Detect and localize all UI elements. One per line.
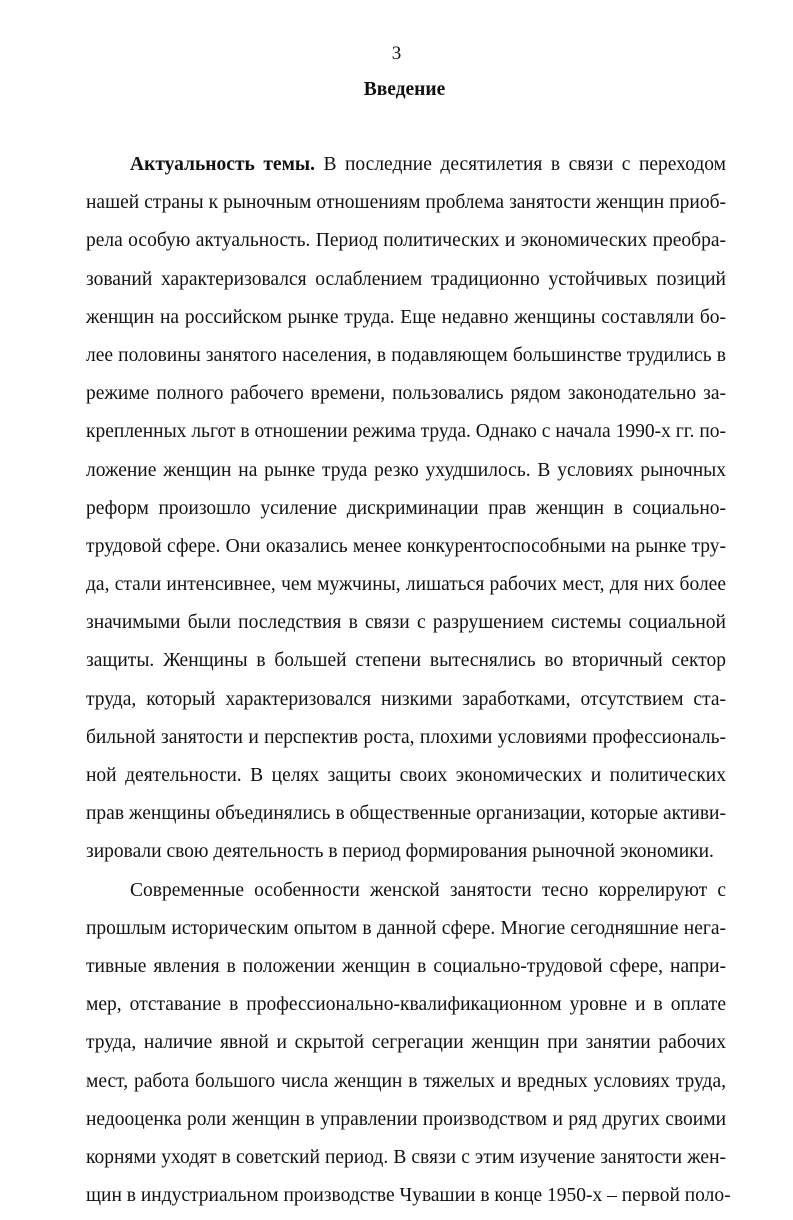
paragraph-1-line: крепленных льгот в отношении режима труда. Однако с начала 1990-х гг. по- — [86, 421, 726, 443]
paragraph-1-line: бильной занятости и перспектив роста, плохими условиями профессиональ- — [86, 726, 726, 748]
paragraph-2-line: Современные особенности женской занятости тесно коррелируют с — [130, 879, 726, 901]
paragraph-1-line: ной деятельности. В целях защиты своих экономических и политических — [86, 765, 726, 786]
body-text — [86, 146, 731, 1215]
paragraph-1-line: женщин на российском рынке труда. Еще недавно женщины составляли бо- — [86, 306, 726, 328]
page-number: 3 — [391, 43, 402, 64]
lead-phrase: Актуальность темы. — [130, 154, 315, 175]
paragraph-1-line: да, стали интенсивнее, чем мужчины, лишаться рабочих мест, для них более — [86, 574, 726, 596]
paragraph-1-line: нашей страны к рыночным отношениям проблема занятости женщин приоб- — [86, 192, 726, 214]
paragraph-2-line: прошлым историческим опытом в данной сфере. Многие сегодняшние нега- — [86, 917, 726, 939]
paragraph-1-line: лее половины занятого населения, в подавляющем большинстве трудились в — [86, 344, 726, 366]
paragraph-1-line: зировали свою деятельность в период формирования рыночной экономики. — [86, 841, 714, 863]
paragraph-2-line: труда, наличие явной и скрытой сегрегации женщин при занятии рабочих — [86, 1032, 726, 1054]
paragraph-1-line: реформ произошло усиление дискриминации прав женщин в социально- — [86, 497, 726, 519]
section-heading: Введение — [363, 79, 446, 100]
text-line: В последние десятилетия в связи с переходом — [323, 154, 727, 175]
paragraph-1-line: труда, который характеризовался низкими заработками, отсутствием ста- — [86, 688, 726, 710]
paragraph-1-line: значимыми были последствия в связи с разрушением системы социальной — [86, 612, 726, 634]
paragraph-1-line: прав женщины объединялись в общественные организации, которые активи- — [86, 803, 726, 825]
paragraph-2-line: мер, отставание в профессионально-квалификационном уровне и в оплате — [86, 994, 726, 1016]
paragraph-1-line: трудовой сфере. Они оказались менее конкурентоспособными на рынке тру- — [86, 535, 726, 557]
paragraph-2-line: мест, работа большого числа женщин в тяжелых и вредных условиях труда, — [86, 1070, 726, 1092]
paragraph-2-line: щин в индустриальном производстве Чувашии в конце 1950-х – первой поло- — [86, 1185, 731, 1207]
paragraph-1-line: зований характеризовался ослаблением традиционно устойчивых позиций — [86, 268, 726, 290]
paragraph-1-line: рела особую актуальность. Период политических и экономических преобра- — [86, 230, 726, 252]
paragraph-1-line-1 — [86, 146, 726, 184]
paragraph-1-line: защиты. Женщины в большей степени вытеснялись во вторичный сектор — [86, 650, 726, 672]
paragraph-2-line: тивные явления в положении женщин в социально-трудовой сфере, напри- — [86, 955, 726, 977]
paragraph-2-line: недооценка роли женщин в управлении производством и ряд других своими — [86, 1108, 726, 1130]
paragraph-1-line: режиме полного рабочего времени, пользовались рядом законодательно за- — [86, 383, 726, 405]
paragraph-2-line: корнями уходят в советский период. В связи с этим изучение занятости жен- — [86, 1146, 726, 1168]
paragraph-1-line: ложение женщин на рынке труда резко ухудшилось. В условиях рыночных — [86, 459, 726, 481]
